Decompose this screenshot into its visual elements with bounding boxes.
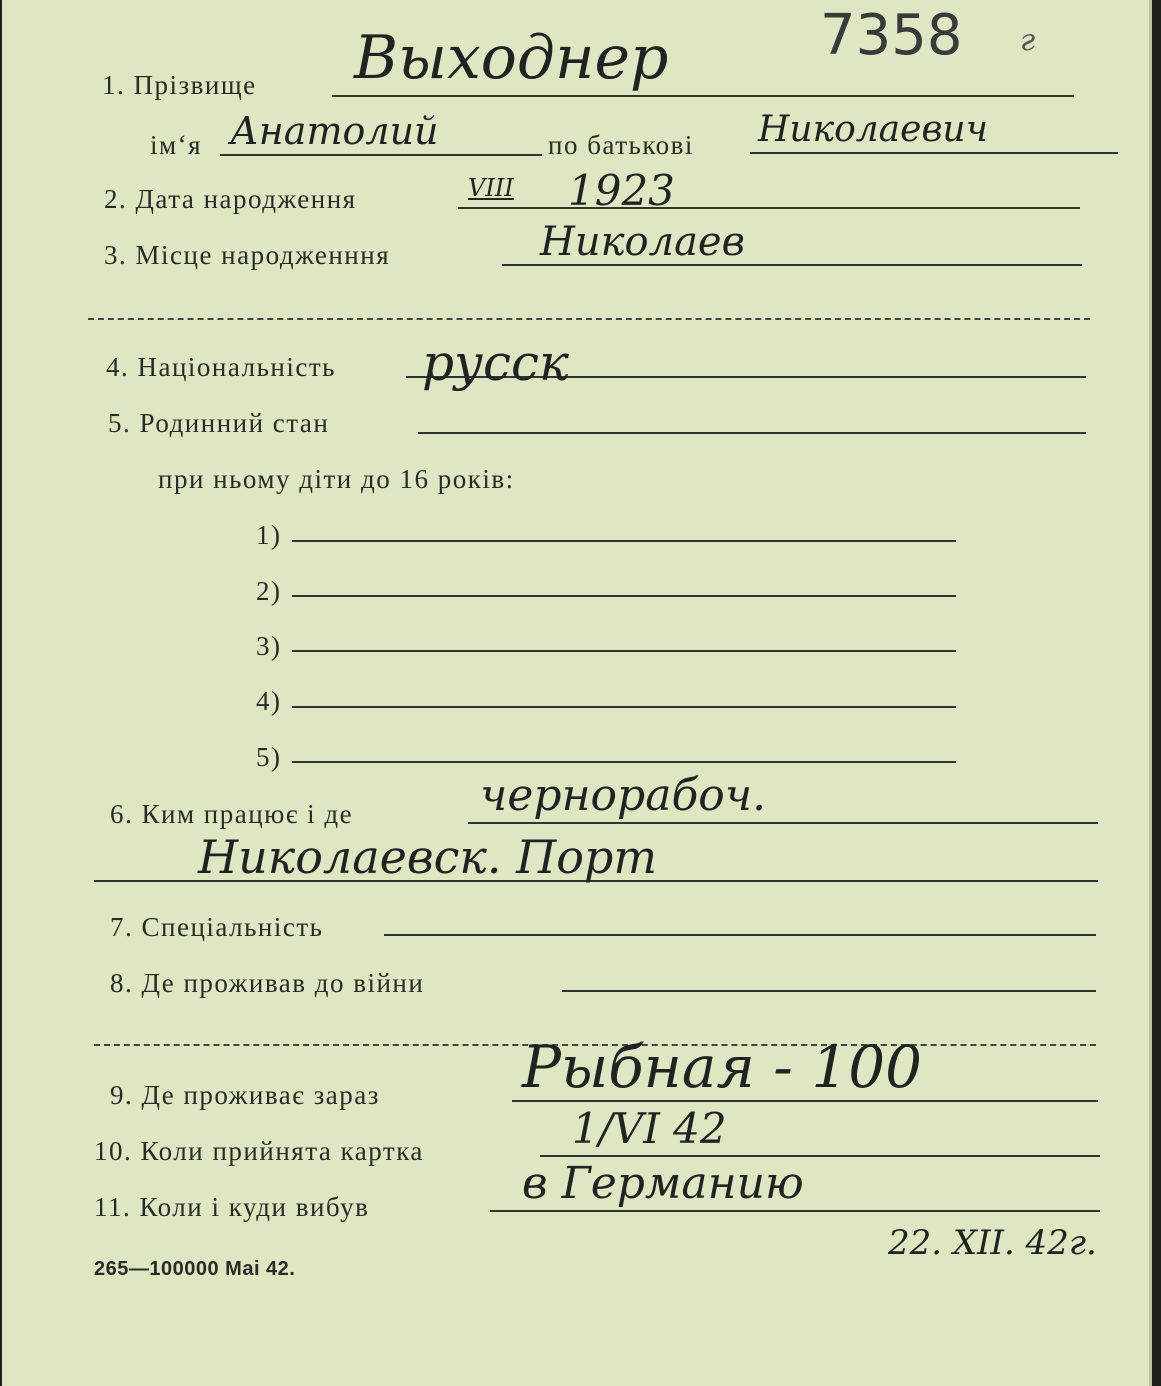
name-label: ім‘я (150, 130, 202, 160)
child-3-label: 3) (256, 631, 282, 661)
registration-card (2, 0, 1152, 1386)
name-value: Анатолий (230, 109, 439, 153)
birthdate-value: 1923 (568, 166, 675, 215)
child-2-label: 2) (256, 576, 282, 606)
prewar-residence-label: 8. Де проживав до війни (110, 968, 425, 998)
birthdate-prefix: VIII (468, 174, 514, 202)
card-number: 7358 (820, 3, 963, 68)
patronymic-label: по батькові (548, 130, 694, 160)
card-accepted-line (540, 1155, 1100, 1157)
birthplace-label: 3. Місце народженння (104, 240, 391, 270)
name-line (220, 154, 542, 156)
child-5-label: 5) (256, 742, 282, 772)
card-accepted-value: 1/VI 42 (572, 1104, 727, 1153)
specialty-label: 7. Спеціальність (110, 912, 324, 942)
occupation-line (468, 822, 1098, 824)
child-1-label: 1) (256, 520, 282, 550)
marital-status-label: 5. Родинний стан (108, 408, 330, 438)
occupation-value-line2: Николаевск. Порт (198, 830, 657, 884)
patronymic-value: Николаевич (758, 109, 988, 150)
child-4-line (292, 706, 956, 708)
child-4-label: 4) (256, 686, 282, 716)
surname-line (332, 95, 1074, 97)
specialty-line (384, 934, 1096, 936)
departed-label: 11. Коли і куди вибув (94, 1192, 370, 1222)
child-2-line (292, 595, 956, 597)
birthdate-line (458, 207, 1080, 209)
marital-status-line (418, 432, 1086, 434)
surname-value: Выходнер (354, 23, 669, 93)
birthplace-line-2 (88, 318, 1090, 320)
current-residence-label: 9. Де проживає зараз (110, 1080, 380, 1110)
departed-date: 22. XII. 42г. (888, 1223, 1097, 1263)
current-residence-value: Рыбная - 100 (522, 1033, 923, 1101)
occupation-value: чернорабоч. (480, 770, 767, 821)
birthplace-value: Николаев (540, 219, 745, 265)
patronymic-line (750, 152, 1118, 154)
occupation-label: 6. Ким працює і де (110, 799, 354, 829)
surname-label: 1. Прізвище (102, 70, 257, 100)
child-3-line (292, 650, 956, 652)
nationality-value: русск (422, 334, 569, 392)
nationality-label: 4. Національність (106, 352, 336, 382)
departed-value: в Германию (522, 1158, 804, 1209)
child-5-line (292, 761, 956, 763)
birthdate-label: 2. Дата народження (104, 184, 357, 214)
child-1-line (292, 540, 956, 542)
departed-line (490, 1210, 1100, 1212)
print-code: 265—100000 Mai 42. (94, 1258, 296, 1280)
card-accepted-label: 10. Коли прийнята картка (94, 1136, 424, 1166)
card-number-suffix: г (1020, 23, 1036, 58)
prewar-residence-line (562, 990, 1096, 992)
children-label: при ньому діти до 16 років: (158, 464, 515, 494)
